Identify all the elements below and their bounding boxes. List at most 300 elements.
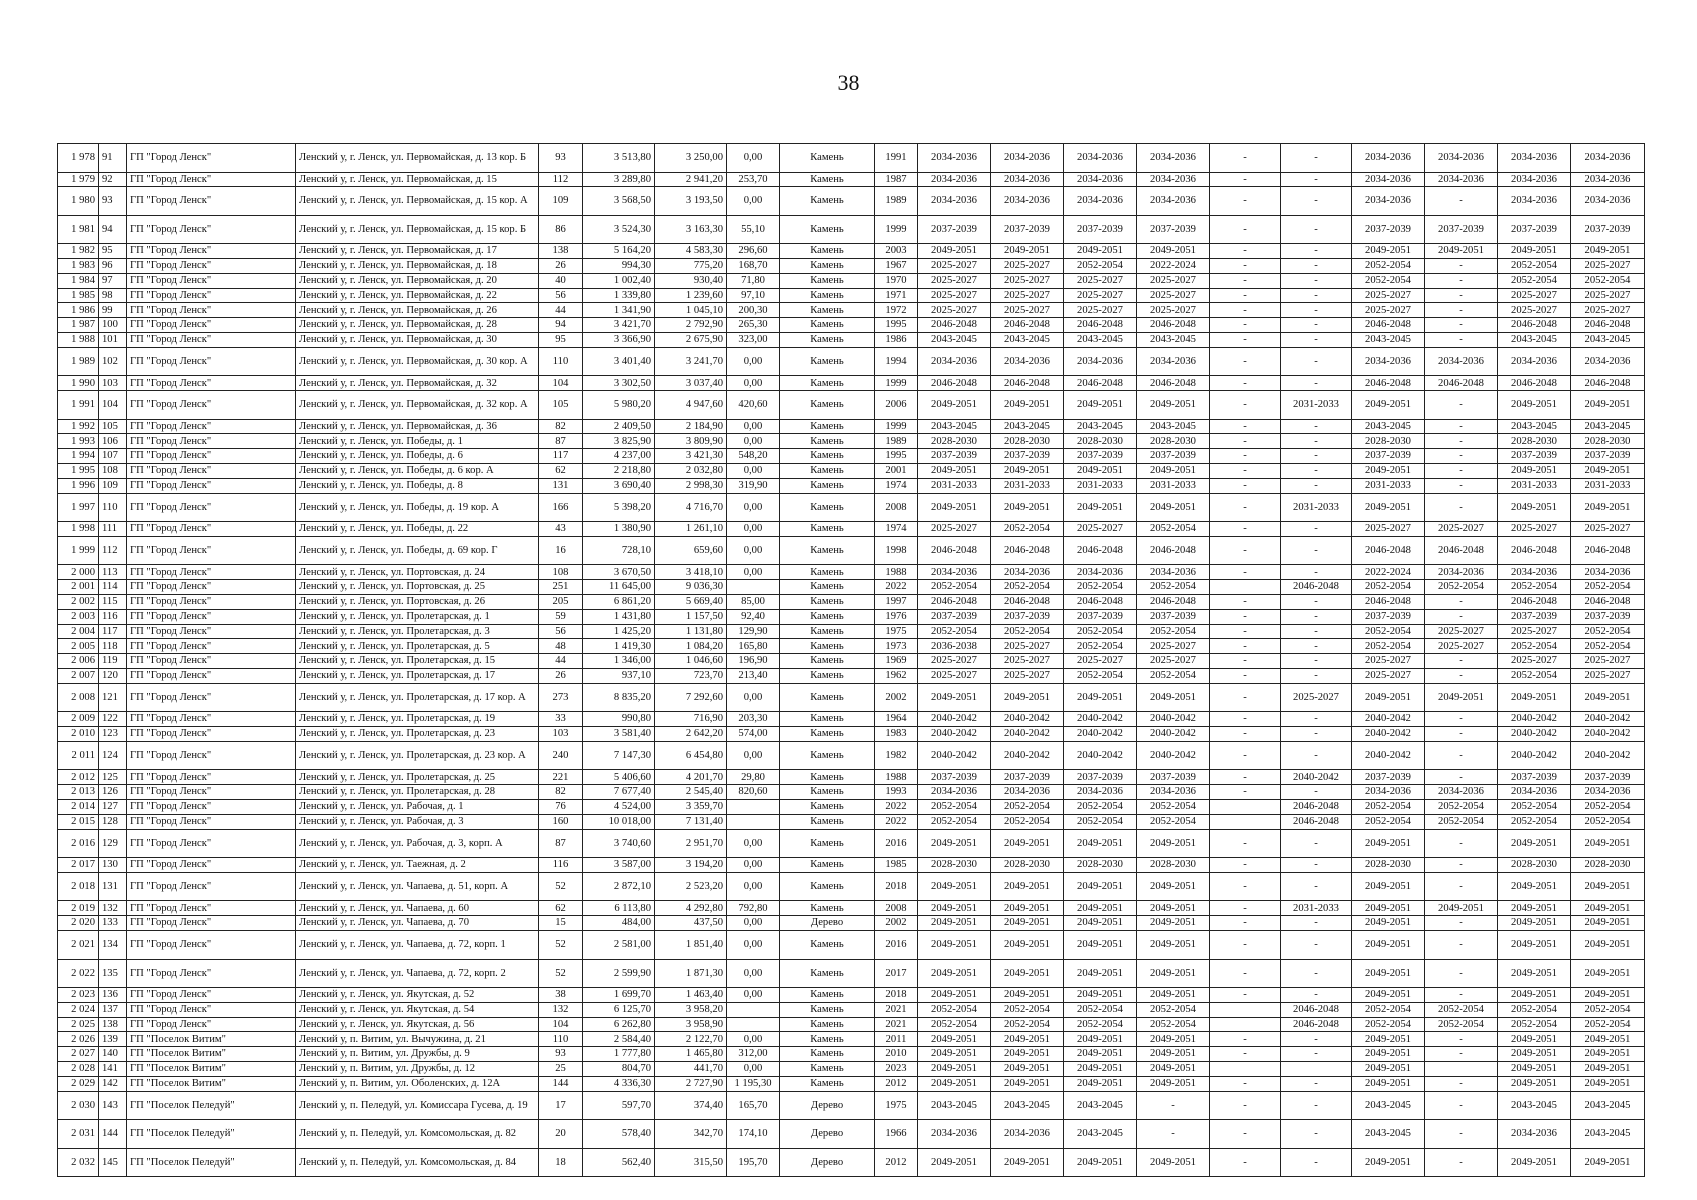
cell-apartments: 56 [539, 624, 583, 639]
cell-repair-period-9: 2049-2051 [1498, 391, 1571, 420]
cell-repair-period-9: 2025-2027 [1498, 522, 1571, 537]
cell-repair-period-4: 2040-2042 [1137, 741, 1210, 770]
cell-row-number: 1 993 [58, 434, 99, 449]
cell-total-area: 1 341,90 [583, 303, 655, 318]
cell-address: Ленский у, г. Ленск, ул. Портовская, д. 25 [296, 580, 539, 595]
cell-apartments: 93 [539, 144, 583, 173]
cell-living-area: 5 669,40 [655, 595, 727, 610]
cell-nonresidential-area: 165,80 [727, 639, 780, 654]
cell-repair-period-8: 2052-2054 [1425, 800, 1498, 815]
cell-repair-period-6: - [1281, 419, 1352, 434]
cell-wall-material: Камень [780, 814, 875, 829]
cell-wall-material: Камень [780, 639, 875, 654]
cell-year-built: 2011 [875, 1032, 918, 1047]
cell-repair-period-2: 2049-2051 [991, 1148, 1064, 1177]
cell-repair-period-6: 2025-2027 [1281, 683, 1352, 712]
cell-apartments: 40 [539, 273, 583, 288]
cell-living-area: 4 292,80 [655, 901, 727, 916]
cell-repair-period-1: 2049-2051 [918, 1076, 991, 1091]
cell-repair-period-2: 2049-2051 [991, 464, 1064, 479]
cell-year-built: 1973 [875, 639, 918, 654]
cell-item-number: 103 [99, 376, 127, 391]
cell-year-built: 1995 [875, 318, 918, 333]
cell-row-number: 1 989 [58, 347, 99, 376]
cell-item-number: 112 [99, 536, 127, 565]
cell-repair-period-7: 2037-2039 [1352, 770, 1425, 785]
cell-repair-period-1: 2034-2036 [918, 187, 991, 216]
cell-repair-period-7: 2052-2054 [1352, 259, 1425, 274]
cell-address: Ленский у, г. Ленск, ул. Победы, д. 6 кор. А [296, 464, 539, 479]
cell-total-area: 2 584,40 [583, 1032, 655, 1047]
cell-repair-period-8: 2046-2048 [1425, 536, 1498, 565]
cell-repair-period-9: 2034-2036 [1498, 172, 1571, 187]
cell-wall-material: Камень [780, 144, 875, 173]
cell-repair-period-6: 2031-2033 [1281, 391, 1352, 420]
cell-repair-period-3: 2040-2042 [1064, 727, 1137, 742]
cell-row-number: 1 990 [58, 376, 99, 391]
cell-nonresidential-area: 0,00 [727, 1061, 780, 1076]
cell-repair-period-7: 2034-2036 [1352, 172, 1425, 187]
cell-living-area: 2 727,90 [655, 1076, 727, 1091]
cell-repair-period-9: 2052-2054 [1498, 580, 1571, 595]
cell-repair-period-3: 2025-2027 [1064, 273, 1137, 288]
cell-repair-period-4: 2049-2051 [1137, 1047, 1210, 1062]
cell-repair-period-9: 2052-2054 [1498, 1017, 1571, 1032]
cell-living-area: 1 851,40 [655, 931, 727, 960]
cell-row-number: 2 007 [58, 669, 99, 684]
cell-living-area: 1 157,50 [655, 609, 727, 624]
cell-living-area: 3 193,50 [655, 187, 727, 216]
cell-repair-period-10: 2049-2051 [1571, 872, 1645, 901]
cell-repair-period-7: 2025-2027 [1352, 522, 1425, 537]
cell-nonresidential-area: 792,80 [727, 901, 780, 916]
cell-repair-period-10: 2052-2054 [1571, 624, 1645, 639]
cell-apartments: 44 [539, 654, 583, 669]
cell-repair-period-7: 2052-2054 [1352, 639, 1425, 654]
cell-repair-period-10: 2049-2051 [1571, 1148, 1645, 1177]
cell-repair-period-10: 2049-2051 [1571, 959, 1645, 988]
cell-item-number: 97 [99, 273, 127, 288]
cell-nonresidential-area: 213,40 [727, 669, 780, 684]
cell-living-area: 4 201,70 [655, 770, 727, 785]
cell-repair-period-6: - [1281, 785, 1352, 800]
cell-repair-period-4: 2028-2030 [1137, 858, 1210, 873]
cell-year-built: 2006 [875, 391, 918, 420]
cell-living-area: 775,20 [655, 259, 727, 274]
cell-year-built: 1964 [875, 712, 918, 727]
cell-row-number: 1 978 [58, 144, 99, 173]
cell-repair-period-5: - [1210, 931, 1281, 960]
cell-repair-period-9: 2028-2030 [1498, 858, 1571, 873]
cell-municipality: ГП "Город Ленск" [127, 333, 296, 348]
cell-municipality: ГП "Поселок Пеледуй" [127, 1148, 296, 1177]
cell-apartments: 93 [539, 1047, 583, 1062]
cell-repair-period-8: 2034-2036 [1425, 565, 1498, 580]
cell-repair-period-6: - [1281, 288, 1352, 303]
cell-repair-period-10: 2034-2036 [1571, 565, 1645, 580]
cell-repair-period-3: 2040-2042 [1064, 741, 1137, 770]
cell-repair-period-2: 2049-2051 [991, 683, 1064, 712]
cell-repair-period-9: 2052-2054 [1498, 1002, 1571, 1017]
cell-nonresidential-area: 165,70 [727, 1091, 780, 1120]
cell-repair-period-1: 2049-2051 [918, 391, 991, 420]
table-row [58, 259, 1645, 274]
cell-apartments: 87 [539, 829, 583, 858]
table-row [58, 683, 1645, 712]
cell-municipality: ГП "Город Ленск" [127, 318, 296, 333]
table-row [58, 829, 1645, 858]
cell-repair-period-2: 2025-2027 [991, 288, 1064, 303]
cell-address: Ленский у, г. Ленск, ул. Первомайская, д. 13 кор. Б [296, 144, 539, 173]
cell-repair-period-8: 2046-2048 [1425, 376, 1498, 391]
cell-repair-period-5: - [1210, 303, 1281, 318]
cell-repair-period-10: 2049-2051 [1571, 1047, 1645, 1062]
cell-municipality: ГП "Город Ленск" [127, 580, 296, 595]
cell-repair-period-10: 2034-2036 [1571, 144, 1645, 173]
cell-repair-period-4: 2049-2051 [1137, 901, 1210, 916]
cell-nonresidential-area: 265,30 [727, 318, 780, 333]
cell-repair-period-7: 2049-2051 [1352, 1047, 1425, 1062]
cell-address: Ленский у, п. Витим, ул. Дружбы, д. 12 [296, 1061, 539, 1076]
cell-repair-period-1: 2028-2030 [918, 434, 991, 449]
cell-row-number: 2 020 [58, 916, 99, 931]
cell-repair-period-10: 2049-2051 [1571, 244, 1645, 259]
cell-nonresidential-area: 0,00 [727, 931, 780, 960]
cell-apartments: 144 [539, 1076, 583, 1091]
cell-repair-period-5: - [1210, 872, 1281, 901]
cell-repair-period-6: - [1281, 244, 1352, 259]
cell-address: Ленский у, г. Ленск, ул. Первомайская, д. 22 [296, 288, 539, 303]
cell-municipality: ГП "Город Ленск" [127, 741, 296, 770]
cell-repair-period-1: 2046-2048 [918, 595, 991, 610]
table-row [58, 595, 1645, 610]
cell-year-built: 1998 [875, 536, 918, 565]
cell-item-number: 127 [99, 800, 127, 815]
cell-item-number: 121 [99, 683, 127, 712]
cell-repair-period-9: 2025-2027 [1498, 654, 1571, 669]
cell-repair-period-1: 2034-2036 [918, 172, 991, 187]
cell-repair-period-5 [1210, 580, 1281, 595]
cell-row-number: 2 023 [58, 988, 99, 1003]
cell-repair-period-1: 2043-2045 [918, 333, 991, 348]
cell-apartments: 59 [539, 609, 583, 624]
cell-repair-period-2: 2040-2042 [991, 712, 1064, 727]
cell-repair-period-8 [1425, 1061, 1498, 1076]
cell-repair-period-7: 2049-2051 [1352, 683, 1425, 712]
cell-wall-material: Камень [780, 931, 875, 960]
table-row [58, 639, 1645, 654]
cell-repair-period-4: 2049-2051 [1137, 493, 1210, 522]
cell-item-number: 102 [99, 347, 127, 376]
cell-repair-period-4: 2034-2036 [1137, 565, 1210, 580]
cell-repair-period-2: 2049-2051 [991, 1076, 1064, 1091]
cell-repair-period-6: - [1281, 1032, 1352, 1047]
cell-repair-period-2: 2025-2027 [991, 273, 1064, 288]
cell-repair-period-7: 2049-2051 [1352, 959, 1425, 988]
cell-nonresidential-area: 0,00 [727, 536, 780, 565]
cell-repair-period-9: 2049-2051 [1498, 959, 1571, 988]
cell-item-number: 129 [99, 829, 127, 858]
cell-address: Ленский у, г. Ленск, ул. Пролетарская, д. 23 кор. А [296, 741, 539, 770]
cell-total-area: 1 002,40 [583, 273, 655, 288]
cell-apartments: 43 [539, 522, 583, 537]
cell-repair-period-7: 2049-2051 [1352, 931, 1425, 960]
cell-address: Ленский у, п. Витим, ул. Оболенских, д. 12А [296, 1076, 539, 1091]
cell-repair-period-2: 2028-2030 [991, 434, 1064, 449]
cell-repair-period-3: 2028-2030 [1064, 434, 1137, 449]
cell-repair-period-9: 2052-2054 [1498, 800, 1571, 815]
cell-repair-period-7: 2049-2051 [1352, 493, 1425, 522]
cell-apartments: 56 [539, 288, 583, 303]
cell-item-number: 140 [99, 1047, 127, 1062]
cell-repair-period-8: - [1425, 318, 1498, 333]
table-row [58, 654, 1645, 669]
cell-repair-period-8: - [1425, 741, 1498, 770]
cell-repair-period-7: 2049-2051 [1352, 829, 1425, 858]
cell-year-built: 1989 [875, 187, 918, 216]
cell-total-area: 4 524,00 [583, 800, 655, 815]
cell-living-area: 659,60 [655, 536, 727, 565]
cell-row-number: 2 031 [58, 1120, 99, 1149]
cell-repair-period-5: - [1210, 1076, 1281, 1091]
cell-repair-period-10: 2049-2051 [1571, 683, 1645, 712]
cell-wall-material: Камень [780, 376, 875, 391]
cell-repair-period-1: 2025-2027 [918, 288, 991, 303]
cell-apartments: 38 [539, 988, 583, 1003]
table-row [58, 624, 1645, 639]
cell-wall-material: Дерево [780, 916, 875, 931]
cell-living-area: 1 084,20 [655, 639, 727, 654]
cell-row-number: 2 006 [58, 654, 99, 669]
cell-year-built: 2008 [875, 901, 918, 916]
cell-repair-period-3: 2052-2054 [1064, 639, 1137, 654]
cell-repair-period-2: 2025-2027 [991, 303, 1064, 318]
cell-wall-material: Камень [780, 959, 875, 988]
cell-year-built: 1976 [875, 609, 918, 624]
cell-item-number: 141 [99, 1061, 127, 1076]
cell-address: Ленский у, г. Ленск, ул. Победы, д. 69 кор. Г [296, 536, 539, 565]
cell-row-number: 2 002 [58, 595, 99, 610]
cell-wall-material: Камень [780, 1047, 875, 1062]
cell-repair-period-8: - [1425, 858, 1498, 873]
cell-address: Ленский у, г. Ленск, ул. Якутская, д. 56 [296, 1017, 539, 1032]
cell-municipality: ГП "Город Ленск" [127, 1002, 296, 1017]
cell-repair-period-9: 2052-2054 [1498, 273, 1571, 288]
cell-repair-period-7: 2052-2054 [1352, 624, 1425, 639]
cell-apartments: 116 [539, 858, 583, 873]
cell-repair-period-6: - [1281, 449, 1352, 464]
cell-repair-period-10: 2031-2033 [1571, 478, 1645, 493]
cell-year-built: 2022 [875, 800, 918, 815]
cell-repair-period-1: 2049-2051 [918, 244, 991, 259]
cell-repair-period-2: 2034-2036 [991, 187, 1064, 216]
table-row [58, 1091, 1645, 1120]
cell-repair-period-4: 2049-2051 [1137, 829, 1210, 858]
cell-municipality: ГП "Город Ленск" [127, 478, 296, 493]
cell-repair-period-7: 2043-2045 [1352, 419, 1425, 434]
cell-wall-material: Камень [780, 244, 875, 259]
cell-municipality: ГП "Город Ленск" [127, 144, 296, 173]
cell-repair-period-1: 2043-2045 [918, 419, 991, 434]
cell-repair-period-9: 2037-2039 [1498, 449, 1571, 464]
cell-wall-material: Камень [780, 449, 875, 464]
cell-repair-period-9: 2037-2039 [1498, 609, 1571, 624]
cell-apartments: 82 [539, 419, 583, 434]
cell-repair-period-2: 2046-2048 [991, 376, 1064, 391]
cell-repair-period-7: 2040-2042 [1352, 741, 1425, 770]
cell-repair-period-5: - [1210, 609, 1281, 624]
table-row [58, 187, 1645, 216]
cell-item-number: 145 [99, 1148, 127, 1177]
cell-repair-period-5: - [1210, 959, 1281, 988]
cell-address: Ленский у, г. Ленск, ул. Чапаева, д. 72, корп. 1 [296, 931, 539, 960]
cell-repair-period-5 [1210, 800, 1281, 815]
cell-municipality: ГП "Город Ленск" [127, 419, 296, 434]
cell-item-number: 144 [99, 1120, 127, 1149]
cell-total-area: 3 825,90 [583, 434, 655, 449]
cell-repair-period-6: - [1281, 639, 1352, 654]
cell-repair-period-8: - [1425, 434, 1498, 449]
cell-apartments: 104 [539, 376, 583, 391]
cell-repair-period-7: 2034-2036 [1352, 144, 1425, 173]
cell-repair-period-5: - [1210, 536, 1281, 565]
cell-repair-period-4: 2049-2051 [1137, 916, 1210, 931]
cell-wall-material: Камень [780, 215, 875, 244]
cell-repair-period-6: - [1281, 187, 1352, 216]
cell-repair-period-9: 2052-2054 [1498, 259, 1571, 274]
cell-total-area: 6 125,70 [583, 1002, 655, 1017]
cell-repair-period-8: 2034-2036 [1425, 347, 1498, 376]
cell-repair-period-2: 2040-2042 [991, 741, 1064, 770]
cell-repair-period-1: 2052-2054 [918, 580, 991, 595]
cell-nonresidential-area: 0,00 [727, 144, 780, 173]
cell-address: Ленский у, г. Ленск, ул. Победы, д. 22 [296, 522, 539, 537]
cell-repair-period-4: 2028-2030 [1137, 434, 1210, 449]
cell-repair-period-7: 2034-2036 [1352, 187, 1425, 216]
cell-repair-period-5: - [1210, 318, 1281, 333]
table-row [58, 931, 1645, 960]
cell-repair-period-9: 2049-2051 [1498, 1061, 1571, 1076]
cell-repair-period-3: 2049-2051 [1064, 1076, 1137, 1091]
cell-repair-period-6: 2046-2048 [1281, 580, 1352, 595]
cell-repair-period-2: 2049-2051 [991, 901, 1064, 916]
cell-year-built: 1983 [875, 727, 918, 742]
cell-repair-period-10: 2049-2051 [1571, 901, 1645, 916]
cell-living-area: 4 716,70 [655, 493, 727, 522]
cell-repair-period-10: 2049-2051 [1571, 1076, 1645, 1091]
cell-row-number: 1 979 [58, 172, 99, 187]
cell-total-area: 3 289,80 [583, 172, 655, 187]
cell-item-number: 95 [99, 244, 127, 259]
cell-repair-period-6: - [1281, 303, 1352, 318]
cell-apartments: 105 [539, 391, 583, 420]
cell-repair-period-10: 2046-2048 [1571, 536, 1645, 565]
cell-living-area: 374,40 [655, 1091, 727, 1120]
cell-wall-material: Дерево [780, 1148, 875, 1177]
cell-repair-period-2: 2052-2054 [991, 580, 1064, 595]
cell-year-built: 2017 [875, 959, 918, 988]
cell-total-area: 3 568,50 [583, 187, 655, 216]
cell-total-area: 1 777,80 [583, 1047, 655, 1062]
cell-repair-period-9: 2034-2036 [1498, 347, 1571, 376]
cell-repair-period-5: - [1210, 419, 1281, 434]
cell-repair-period-9: 2049-2051 [1498, 464, 1571, 479]
cell-repair-period-9: 2049-2051 [1498, 683, 1571, 712]
table-row [58, 288, 1645, 303]
cell-municipality: ГП "Город Ленск" [127, 639, 296, 654]
cell-repair-period-5: - [1210, 712, 1281, 727]
cell-repair-period-9: 2049-2051 [1498, 988, 1571, 1003]
cell-repair-period-2: 2034-2036 [991, 785, 1064, 800]
cell-nonresidential-area [727, 580, 780, 595]
table-row [58, 172, 1645, 187]
cell-total-area: 994,30 [583, 259, 655, 274]
cell-repair-period-4: 2037-2039 [1137, 609, 1210, 624]
cell-repair-period-9: 2046-2048 [1498, 536, 1571, 565]
cell-repair-period-3: 2049-2051 [1064, 1032, 1137, 1047]
cell-repair-period-3: 2037-2039 [1064, 449, 1137, 464]
cell-row-number: 2 030 [58, 1091, 99, 1120]
cell-repair-period-3: 2034-2036 [1064, 172, 1137, 187]
cell-repair-period-8: 2049-2051 [1425, 244, 1498, 259]
cell-repair-period-2: 2034-2036 [991, 144, 1064, 173]
cell-total-area: 3 581,40 [583, 727, 655, 742]
cell-repair-period-8: 2025-2027 [1425, 624, 1498, 639]
cell-repair-period-8: - [1425, 1047, 1498, 1062]
cell-repair-period-9: 2037-2039 [1498, 770, 1571, 785]
cell-repair-period-1: 2036-2038 [918, 639, 991, 654]
cell-item-number: 117 [99, 624, 127, 639]
cell-repair-period-2: 2049-2051 [991, 1032, 1064, 1047]
cell-address: Ленский у, г. Ленск, ул. Пролетарская, д. 1 [296, 609, 539, 624]
cell-row-number: 1 999 [58, 536, 99, 565]
cell-repair-period-4: 2049-2051 [1137, 391, 1210, 420]
cell-repair-period-4: 2052-2054 [1137, 800, 1210, 815]
cell-apartments: 17 [539, 1091, 583, 1120]
cell-municipality: ГП "Город Ленск" [127, 565, 296, 580]
cell-item-number: 104 [99, 391, 127, 420]
cell-repair-period-4: 2037-2039 [1137, 770, 1210, 785]
cell-address: Ленский у, г. Ленск, ул. Победы, д. 6 [296, 449, 539, 464]
cell-row-number: 2 021 [58, 931, 99, 960]
cell-repair-period-1: 2049-2051 [918, 916, 991, 931]
cell-repair-period-8: 2052-2054 [1425, 580, 1498, 595]
cell-repair-period-1: 2049-2051 [918, 1061, 991, 1076]
cell-year-built: 1989 [875, 434, 918, 449]
cell-row-number: 2 008 [58, 683, 99, 712]
cell-repair-period-2: 2049-2051 [991, 872, 1064, 901]
cell-repair-period-4: 2025-2027 [1137, 273, 1210, 288]
cell-repair-period-4: 2034-2036 [1137, 172, 1210, 187]
cell-repair-period-8: - [1425, 288, 1498, 303]
cell-repair-period-10: 2046-2048 [1571, 595, 1645, 610]
cell-repair-period-6: - [1281, 333, 1352, 348]
cell-repair-period-1: 2049-2051 [918, 872, 991, 901]
cell-municipality: ГП "Город Ленск" [127, 916, 296, 931]
cell-repair-period-8: - [1425, 829, 1498, 858]
cell-repair-period-1: 2049-2051 [918, 1047, 991, 1062]
cell-repair-period-2: 2049-2051 [991, 959, 1064, 988]
cell-repair-period-6: - [1281, 259, 1352, 274]
cell-repair-period-4: 2049-2051 [1137, 244, 1210, 259]
cell-repair-period-5: - [1210, 215, 1281, 244]
cell-year-built: 1985 [875, 858, 918, 873]
cell-address: Ленский у, п. Пеледуй, ул. Комиссара Гусева, д. 19 [296, 1091, 539, 1120]
cell-address: Ленский у, г. Ленск, ул. Первомайская, д. 30 кор. А [296, 347, 539, 376]
cell-repair-period-8: 2034-2036 [1425, 172, 1498, 187]
cell-row-number: 2 013 [58, 785, 99, 800]
cell-repair-period-4: 2049-2051 [1137, 959, 1210, 988]
